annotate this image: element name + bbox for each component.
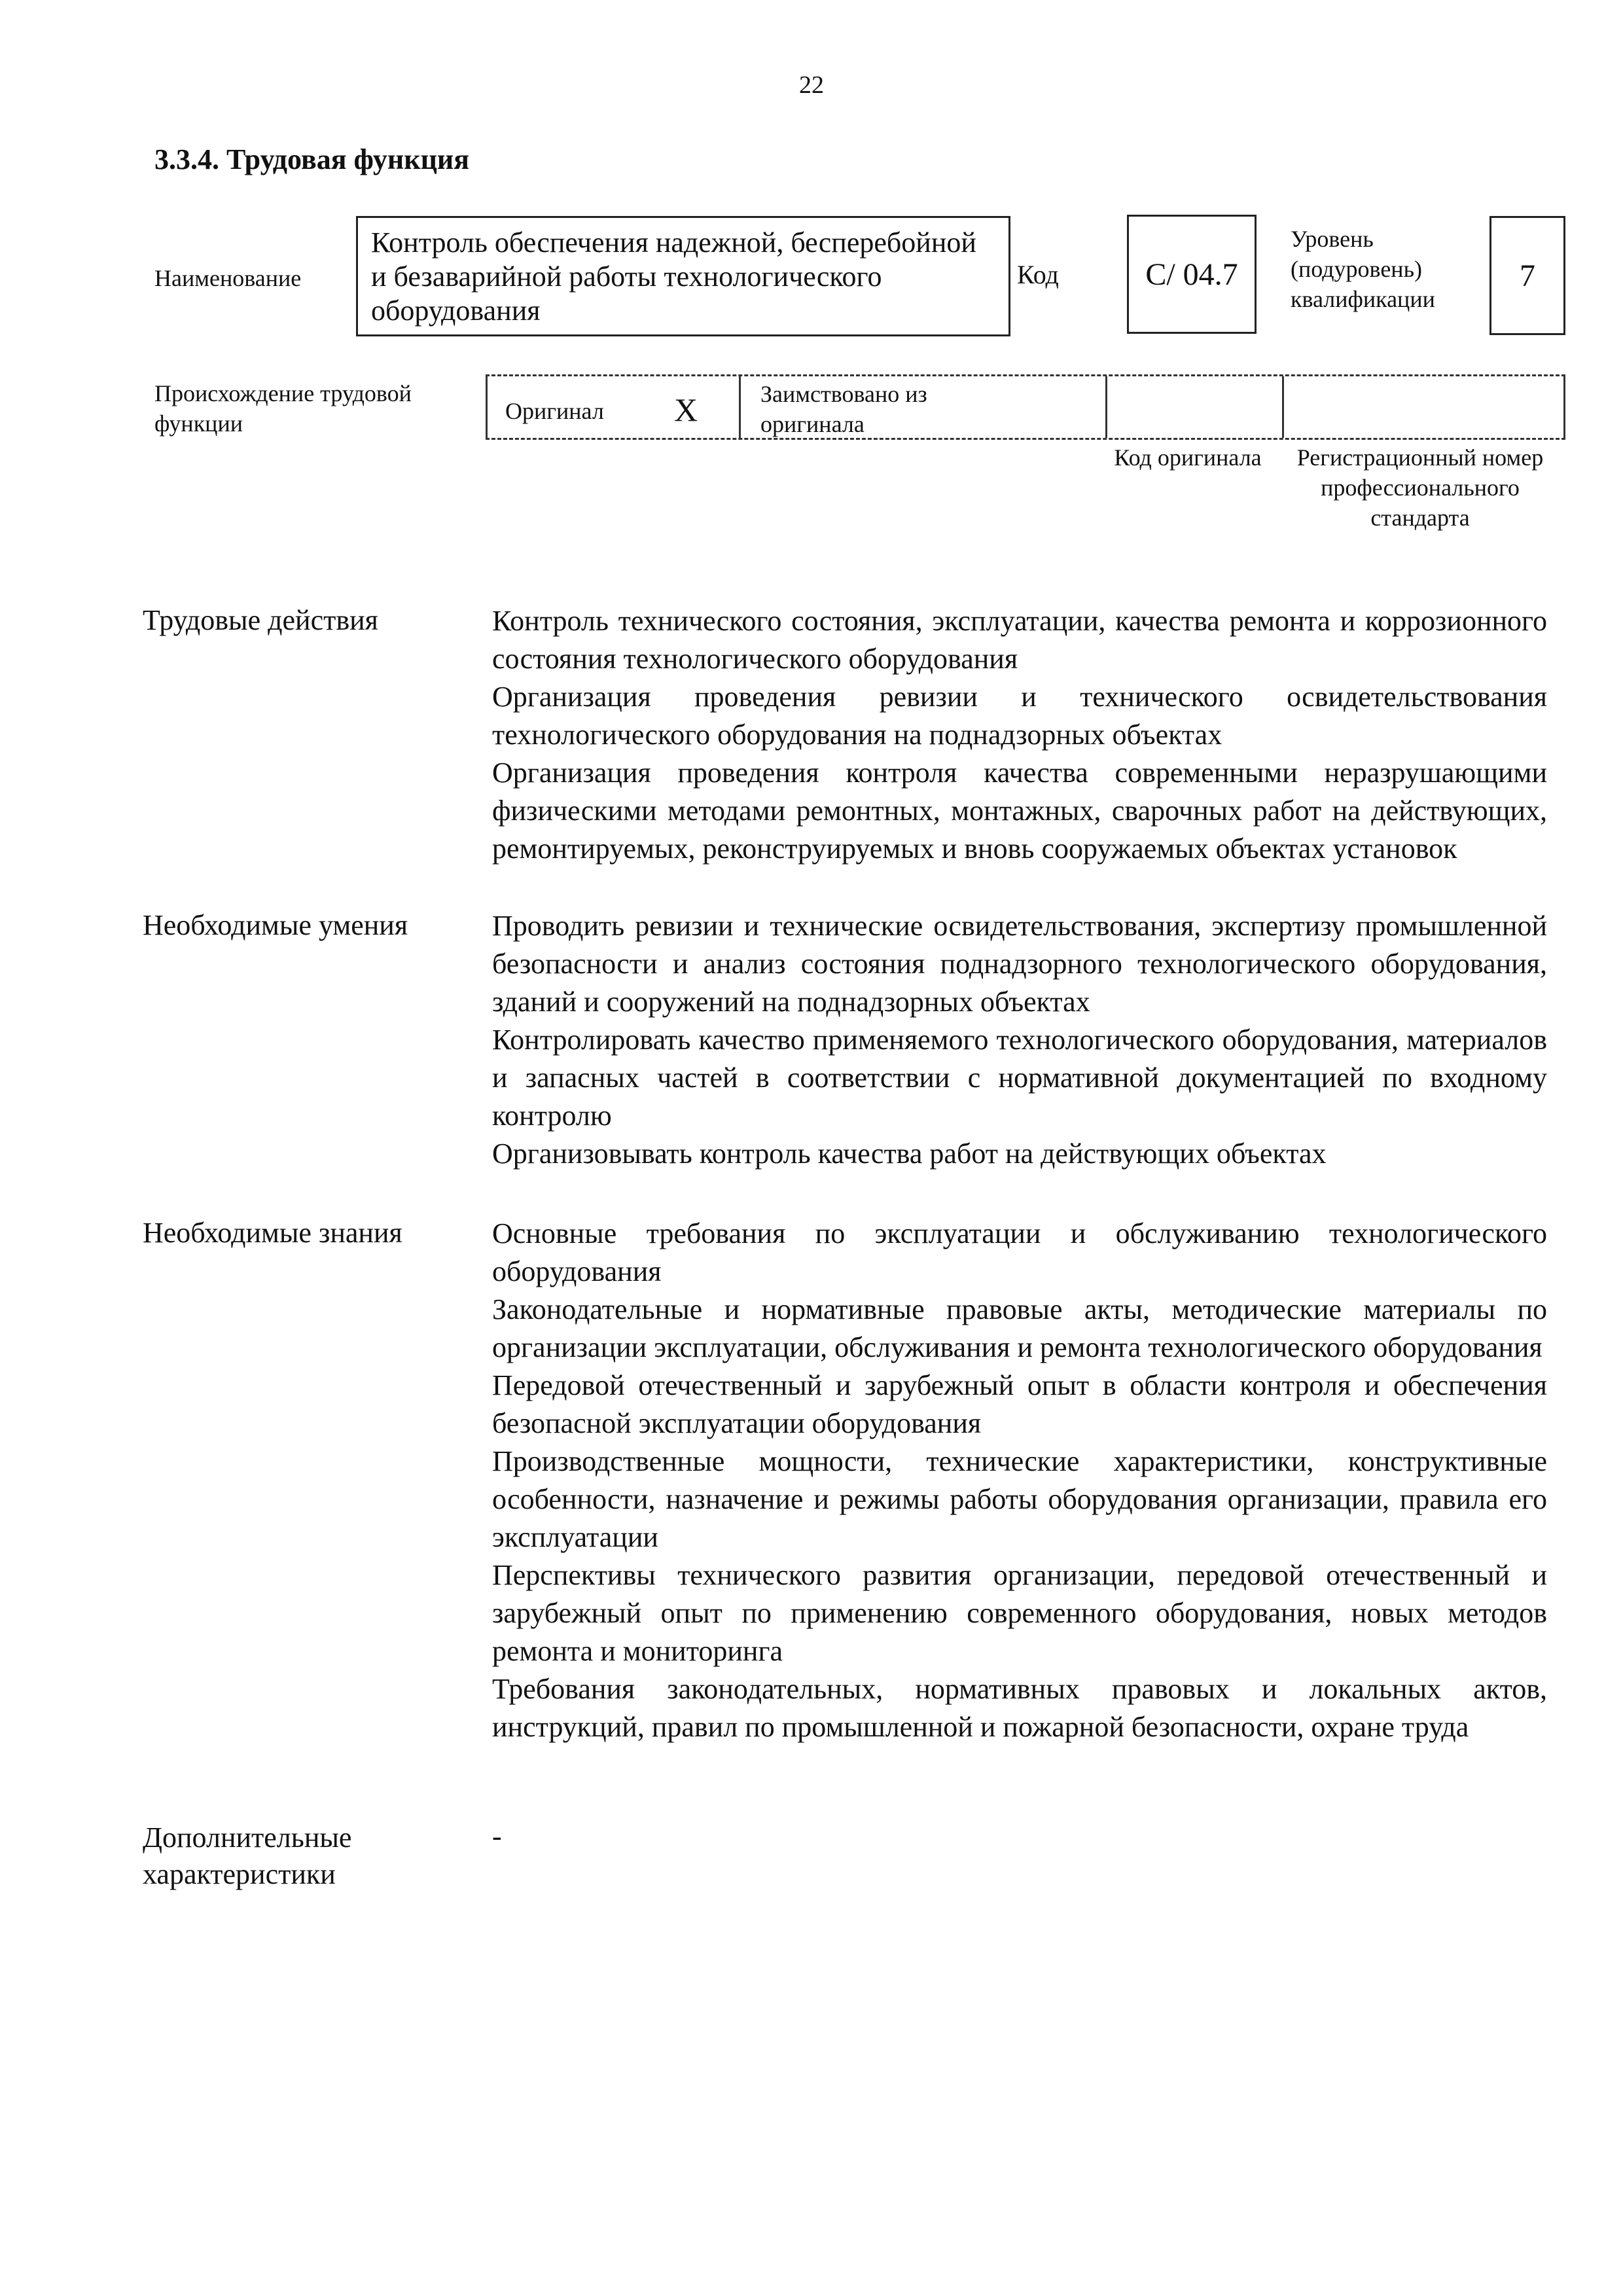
origin-row bbox=[486, 374, 1565, 440]
code-value-box: C/ 04.7 bbox=[1127, 215, 1257, 334]
skills-label: Необходимые умения bbox=[143, 909, 408, 941]
page-number: 22 bbox=[799, 71, 824, 99]
original-mark: X bbox=[674, 391, 698, 428]
origin-cell-code bbox=[1107, 376, 1284, 438]
knowledge-list bbox=[492, 1215, 1547, 1746]
labor-actions-label: Трудовые действия bbox=[143, 604, 378, 636]
section-title: 3.3.4. Трудовая функция bbox=[154, 143, 470, 175]
level-value-box: 7 bbox=[1489, 216, 1565, 335]
knowledge-item: Основные требования по эксплуатации и обслуживанию технологического оборудования bbox=[492, 1217, 1547, 1287]
knowledge-item: Требования законодательных, нормативных правовых и локальных актов, инструкций, правил по промышленной и пожарной безопасности, охране труда bbox=[492, 1673, 1547, 1743]
skills-list bbox=[492, 907, 1547, 1173]
knowledge-item: Производственные мощности, технические характеристики, конструктивные особенности, назначение и режимы работы оборудования организации, правила его эксплуатации bbox=[492, 1445, 1547, 1553]
original-code-caption: Код оригинала bbox=[1114, 444, 1262, 471]
extra-value: - bbox=[492, 1820, 502, 1852]
knowledge-item: Перспективы технического развития организации, передовой отечественный и зарубежный опыт по применению современного оборудования, новых методов ремонта и мониторинга bbox=[492, 1559, 1547, 1667]
level-label: Уровень (подуровень) квалификации bbox=[1291, 226, 1435, 312]
skill-item: Контролировать качество применяемого технологического оборудования, материалов и запасных частей в соответствии с нормативной документацией по входному контролю bbox=[492, 1024, 1547, 1132]
skill-item: Проводить ревизии и технические освидетельствования, экспертизу промышленной безопасности и анализ состояния поднадзорного технологического оборудования, зданий и сооружений на поднадзорных объектах bbox=[492, 910, 1547, 1018]
reg-number-caption: Регистрационный номер профессионального стандарта bbox=[1296, 444, 1544, 531]
name-label: Наименование bbox=[154, 265, 302, 291]
labor-action-item: Контроль технического состояния, эксплуатации, качества ремонта и коррозионного состояния технологического оборудования bbox=[492, 605, 1547, 675]
extra-label: Дополнительные характеристики bbox=[143, 1821, 352, 1890]
original-label: Оригинал bbox=[505, 398, 604, 424]
labor-action-item: Организация проведения контроля качества современными неразрушающими физическими методами ремонтных, монтажных, сварочных работ на действующих, ремонтируемых, реконструируемых и вновь сооружаемых объектах установок bbox=[492, 757, 1547, 865]
origin-cell-reg-number bbox=[1284, 376, 1565, 438]
knowledge-label: Необходимые знания bbox=[143, 1217, 402, 1249]
name-value-box: Контроль обеспечения надежной, бесперебойной и безаварийной работы технологического оборудования bbox=[356, 216, 1010, 336]
code-label: Код bbox=[1017, 260, 1059, 289]
labor-action-item: Организация проведения ревизии и технического освидетельствования технологического оборудования на поднадзорных объектах bbox=[492, 681, 1547, 751]
skill-item: Организовывать контроль качества работ на действующих объектах bbox=[492, 1138, 1327, 1170]
borrowed-label: Заимствовано из оригинала bbox=[760, 381, 927, 437]
origin-label: Происхождение трудовой функции bbox=[154, 380, 412, 437]
knowledge-item: Законодательные и нормативные правовые акты, методические материалы по организации эксплуатации, обслуживания и ремонта технологического оборудования bbox=[492, 1293, 1547, 1363]
labor-actions-list bbox=[492, 602, 1547, 868]
knowledge-item: Передовой отечественный и зарубежный опыт в области контроля и обеспечения безопасной эксплуатации оборудования bbox=[492, 1369, 1547, 1439]
